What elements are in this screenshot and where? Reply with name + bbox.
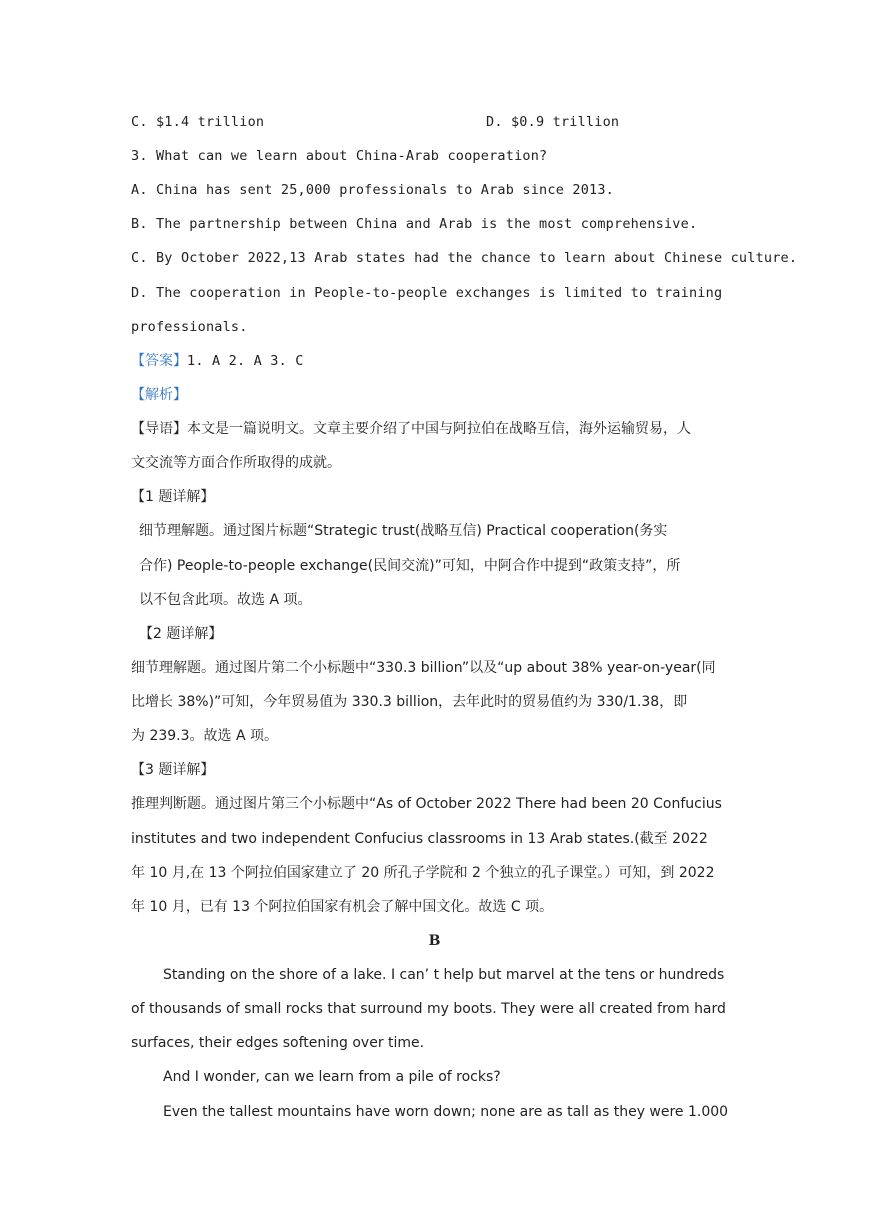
detail2-heading: 【2 题详解】	[139, 626, 223, 642]
detail3-line-2: institutes and two independent Confucius classrooms in 13 Arab states.(截至 2022	[131, 831, 708, 847]
answer-value: 1. A 2. A 3. C	[187, 353, 304, 369]
q3-stem: 3. What can we learn about China-Arab cooperation?	[131, 148, 548, 164]
q3-option-d-line1: D. The cooperation in People-to-people exchanges is limited to training	[131, 285, 723, 301]
passage-p1-line-1: Standing on the shore of a lake. I can’ t help but marvel at the tens or hundreds	[163, 967, 725, 983]
q2-option-c: C. $1.4 trillion	[131, 114, 265, 130]
detail1-line-1: 细节理解题。通过图片标题“Strategic trust(战略互信) Practical cooperation(务实	[139, 523, 668, 539]
detail3-line-3: 年 10 月,在 13 个阿拉伯国家建立了 20 所孔子学院和 2 个独立的孔子课堂。）可知，到 2022	[131, 865, 715, 881]
detail2-line-2: 比增长 38%)”可知，今年贸易值为 330.3 billion，去年此时的贸易值约为 330/1.38，即	[131, 694, 688, 710]
detail2-line-3: 为 239.3。故选 A 项。	[131, 728, 279, 744]
passage-p1-line-2: of thousands of small rocks that surround my boots. They were all created from hard	[131, 1001, 726, 1017]
q3-option-d-line2: professionals.	[131, 319, 248, 335]
detail2-line-1: 细节理解题。通过图片第二个小标题中“330.3 billion”以及“up about 38% year-on-year(同	[131, 660, 716, 676]
answer-row	[131, 351, 304, 371]
analysis-label: 【解析】	[131, 387, 187, 403]
q2-option-d: D. $0.9 trillion	[486, 114, 620, 130]
detail1-heading: 【1 题详解】	[131, 489, 215, 505]
passage-p1-line-3: surfaces, their edges softening over time.	[131, 1035, 425, 1051]
detail3-heading: 【3 题详解】	[131, 762, 215, 778]
section-b-heading: B	[428, 933, 441, 949]
passage-p3-line-1: Even the tallest mountains have worn down; none are as tall as they were 1.000	[163, 1104, 729, 1120]
detail1-line-3: 以不包含此项。故选 A 项。	[139, 592, 312, 608]
answer-label: 【答案】	[131, 353, 187, 369]
q3-option-c: C. By October 2022,13 Arab states had the chance to learn about Chinese culture.	[131, 250, 798, 266]
intro-line-1: 【导语】本文是一篇说明文。文章主要介绍了中国与阿拉伯在战略互信，海外运输贸易，人	[131, 421, 691, 437]
detail3-line-1: 推理判断题。通过图片第三个小标题中“As of October 2022 There had been 20 Confucius	[131, 796, 722, 812]
q3-option-b: B. The partnership between China and Arab is the most comprehensive.	[131, 216, 698, 232]
intro-line-2: 文交流等方面合作所取得的成就。	[131, 455, 341, 471]
detail1-line-2: 合作) People-to-people exchange(民间交流)”可知，中阿合作中提到“政策支持”，所	[139, 558, 681, 574]
q3-option-a: A. China has sent 25,000 professionals to Arab since 2013.	[131, 182, 615, 198]
passage-p2: And I wonder, can we learn from a pile of rocks?	[163, 1069, 501, 1085]
detail3-line-4: 年 10 月，已有 13 个阿拉伯国家有机会了解中国文化。故选 C 项。	[131, 899, 554, 915]
